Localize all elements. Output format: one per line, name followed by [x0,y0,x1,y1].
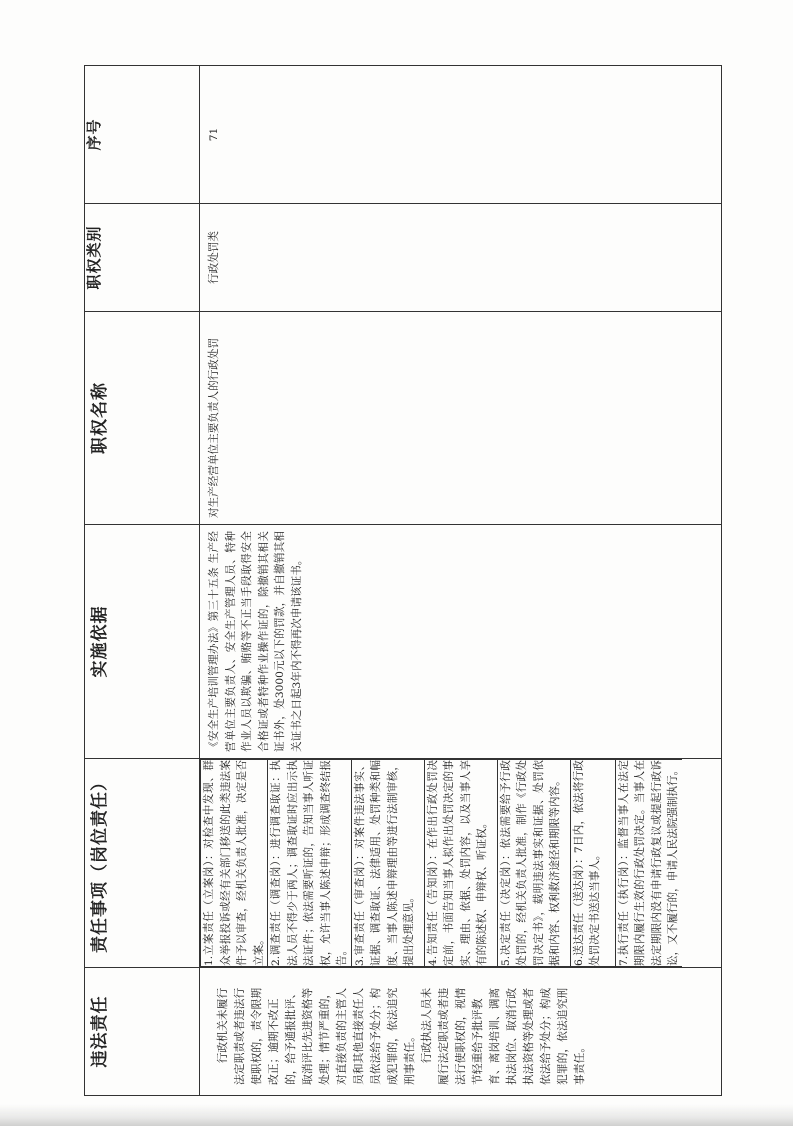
header-category: 职权类别 [85,204,200,312]
header-no: 序号 [85,66,200,204]
duty-item: 4.告知责任（告知岗）：在作出行政处罚决定前，书面告知当事人拟作出处罚决定的事实、理由、依据、处罚内容，以及当事人享有的陈述权、申辩权、听证权。 [424,760,497,967]
basis-cell [200,525,722,759]
header-duty: 责任事项（岗位责任） [85,759,200,968]
scan-shadow [0,1104,793,1126]
duty-cell [200,759,722,968]
duty-item: 3.审查责任（审查岗）：对案件违法事实、证据、调查取证、法律适用、处罚种类和幅度、当事人陈述申辩理由等进行法制审核，提出处理意见。 [351,760,424,967]
liability-cell [200,968,722,1096]
liability-text: 行政执法人员未履行法定职责或者违法行使职权的，视情节轻重给予批评教育、离岗培训、调离执法岗位、取消行政执法资格等处理或者依法给予处分；构成犯罪的，依法追究刑事责任。 [420,987,586,1085]
liability-text: 行政机关未履行法定职责或者违法行使职权的，责令限期改正；逾期不改正的，给予通报批评、取消评比先进资格等处理；情节严重的，对直接负责的主管人员和其他直接责任人员依法给予处分；构成犯罪的，依法追究刑事责任。 [216,987,416,1085]
basis-text: 《安全生产培训管理办法》第三十五条 生产经营单位主要负责人、安全生产管理人员、特种作业人员以欺骗、贿赂等不正当手段取得安全合格证或者特种作业操作证的，除撤销其相关证书外，处3000元以下的罚款，并自撤销其相关证书之日起3年内不得再次申请该证书。 [208,531,303,752]
name-cell [200,312,722,525]
category-cell [200,204,722,312]
header-liability: 违法责任 [85,968,200,1096]
duty-item: 1.立案责任（立案岗）：对检查中发现、群众举报投诉或经有关部门移送的此类违法案件予以审查，经机关负责人批准，决定是否立案。 [201,760,268,967]
row-number: 71 [208,127,220,142]
no-cell [200,66,722,204]
table-row [200,66,722,1096]
duty-item: 7.执行责任（执行岗）：监督当事人在法定期限内履行生效的行政处罚决定。当事人在法定期限内没有申请行政复议或提起行政诉讼，又不履行的，申请人民法院强制执行。 [615,760,682,967]
rotated-page [84,66,722,1096]
duty-item: 2.调查责任（调查岗）：进行调查取证：执法人员不得少于两人；调查取证时应出示执法证件；依法需要听证的，告知当事人听证权，允许当事人陈述申辩；形成调查终结报告。 [268,760,352,967]
name-text: 对生产经营单位主要负责人的行政处罚 [208,337,220,518]
duty-item: 5.决定责任（决定岗）：依法需要给予行政处罚的，经机关负责人批准，制作《行政处罚决定书》，载明违法事实和证据、处罚依据和内容、权利救济途径和期限等内容。 [497,760,570,967]
header-name: 职权名称 [85,312,200,525]
header-row [85,66,200,1096]
category-text: 行政处罚类 [208,231,220,284]
duty-item: 6.送达责任（送达岗）：7日内，依法将行政处罚决定书送达当事人。 [570,760,615,967]
duty-list [200,759,682,967]
authority-table [84,65,722,1096]
header-basis: 实施依据 [85,525,200,759]
